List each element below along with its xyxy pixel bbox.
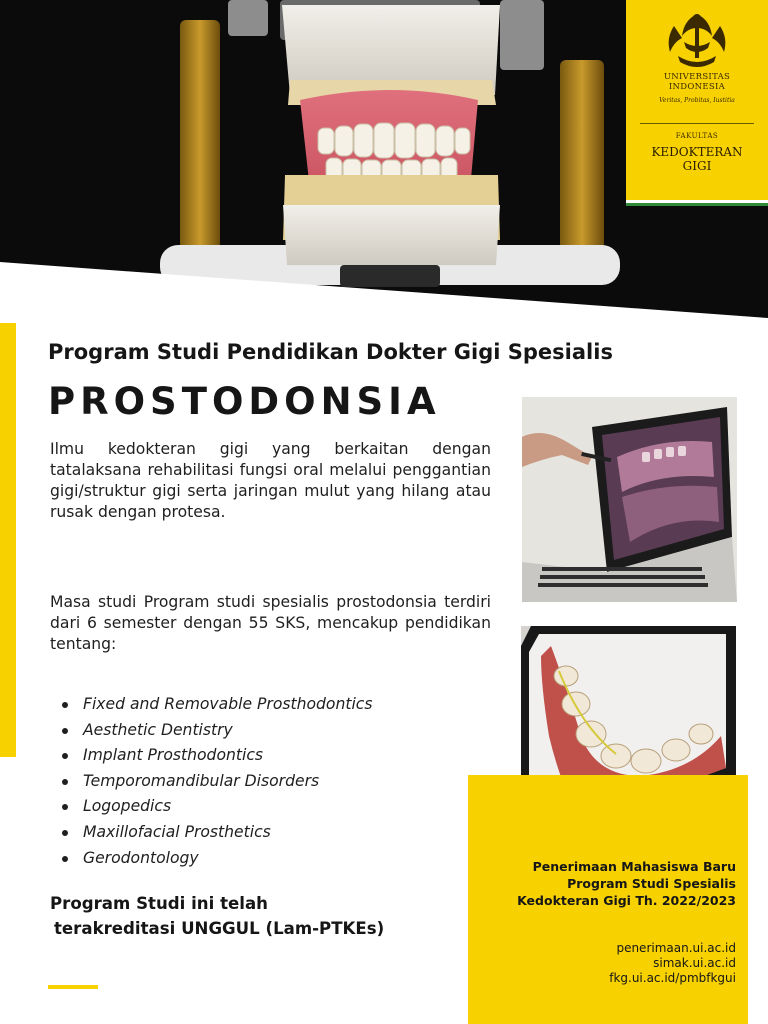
accreditation-line1: Program Studi ini telah xyxy=(50,894,268,913)
faculty-name-line1: KEDOKTERAN xyxy=(651,145,743,159)
faculty-label: FAKULTAS xyxy=(675,132,719,140)
list-item: Implant Prosthodontics xyxy=(52,743,372,769)
topics-list xyxy=(52,692,372,871)
admission-line2: Program Studi Spesialis xyxy=(567,876,736,891)
list-item: Temporomandibular Disorders xyxy=(52,769,372,795)
program-subtitle: Program Studi Pendidikan Dokter Gigi Spesialis xyxy=(48,340,613,364)
program-title: PROSTODONSIA xyxy=(48,380,441,423)
admission-heading xyxy=(517,858,736,909)
university-name-line2: INDONESIA xyxy=(668,82,726,92)
admission-links xyxy=(609,941,736,986)
laptop-scan-illustration xyxy=(522,397,737,602)
university-name-line1: UNIVERSITAS xyxy=(663,72,731,82)
list-item: Gerodontology xyxy=(52,846,372,872)
left-accent-bar xyxy=(0,323,16,757)
logo-divider xyxy=(640,123,754,124)
accreditation-line2: terakreditasi UNGGUL (Lam-PTKEs) xyxy=(54,919,385,938)
university-logo-panel xyxy=(626,0,768,206)
link-penerimaan[interactable]: penerimaan.ui.ac.id xyxy=(616,941,736,955)
study-duration-paragraph: Masa studi Program studi spesialis prostodonsia terdiri dari 6 semester dengan 55 SKS, mencakup pendidikan tentang: xyxy=(50,593,491,653)
makara-emblem-icon xyxy=(626,6,768,76)
bottom-accent-dash xyxy=(48,985,98,989)
link-simak[interactable]: simak.ui.ac.id xyxy=(653,956,736,970)
list-item: Logopedics xyxy=(52,794,372,820)
university-motto: Veritas, Probitas, Iustitia xyxy=(659,97,735,104)
admission-line1: Penerimaan Mahasiswa Baru xyxy=(532,859,736,874)
accreditation-statement xyxy=(50,891,384,941)
list-item: Maxillofacial Prosthetics xyxy=(52,820,372,846)
list-item: Aesthetic Dentistry xyxy=(52,718,372,744)
admission-line3: Kedokteran Gigi Th. 2022/2023 xyxy=(517,893,736,908)
university-name xyxy=(626,72,768,92)
description-paragraph: Ilmu kedokteran gigi yang berkaitan dengan tatalaksana rehabilitasi fungsi oral melalui penggantian gigi/struktur gigi serta jaringan mulut yang hilang atau rusak dengan protesa. xyxy=(50,440,491,521)
link-fkg-pmb[interactable]: fkg.ui.ac.id/pmbfkgui xyxy=(609,971,736,985)
faculty-name xyxy=(626,145,768,173)
list-item: Fixed and Removable Prosthodontics xyxy=(52,692,372,718)
logo-bottom-stripe xyxy=(626,200,768,206)
laptop-scan-photo xyxy=(522,397,737,602)
faculty-name-line2: GIGI xyxy=(682,159,712,173)
